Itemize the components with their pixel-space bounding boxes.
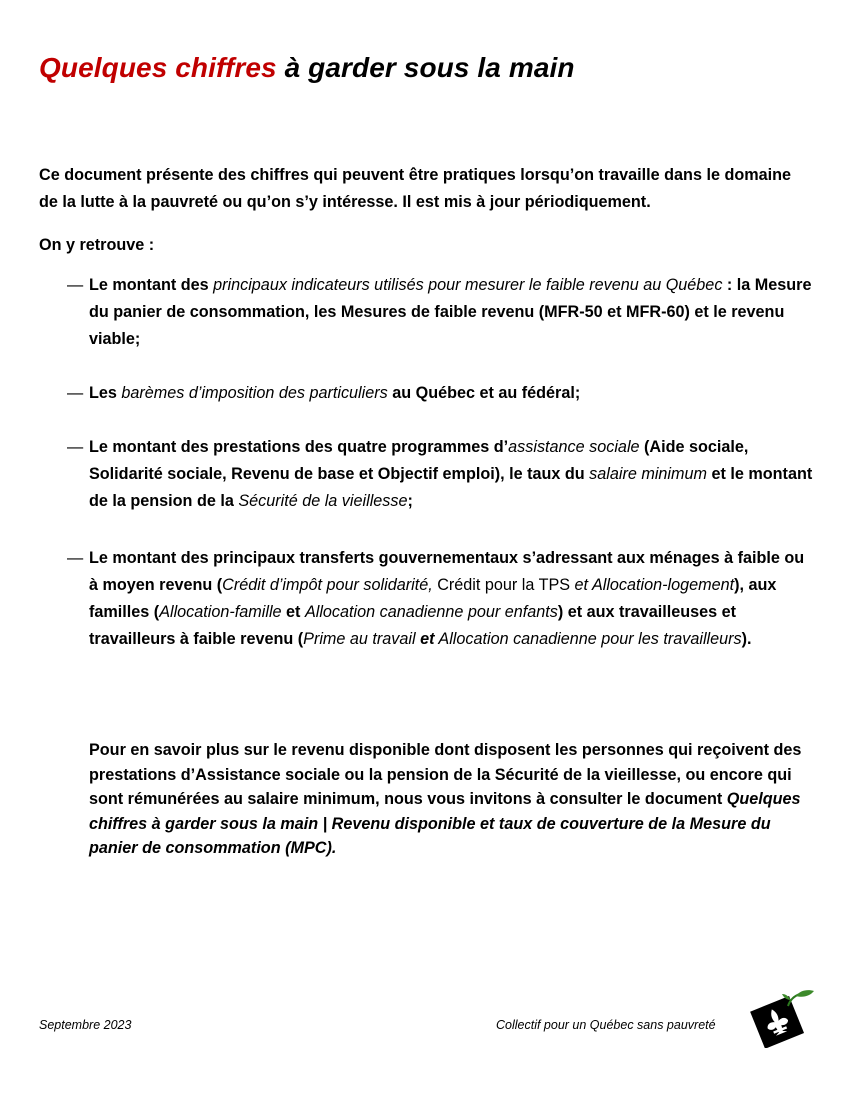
- list-item-tax-scales: — Les barèmes d’imposition des particuliers au Québec et au fédéral;: [89, 380, 814, 407]
- intro-paragraph: [39, 162, 799, 216]
- title-rest: à garder sous la main: [276, 52, 575, 83]
- dash-marker: —: [67, 384, 84, 402]
- title-accent: Quelques chiffres: [39, 52, 277, 83]
- intro-text: Ce document présente des chiffres qui peuvent être pratiques lorsqu’on travaille dans le domaine de la lutte à la pauvreté ou qu’on s’y intéresse. Il est mis à jour périodiquement.: [39, 166, 792, 211]
- info-note: [89, 738, 809, 861]
- note-document-title: Quelques chiffres à garder sous la main | Revenu disponible et taux de couverture de la Mesure du panier de consommation (MPC).: [89, 790, 801, 857]
- footer-date: Septembre 2023: [39, 1018, 132, 1032]
- dash-marker: —: [67, 438, 84, 456]
- list-item-transfers: — Le montant des principaux transferts gouvernementaux s’adressant aux ménages à faible ou à moyen revenu (Crédit d’impôt pour solidarité, Crédit pour la TPS et Allocation-logement), aux familles (Allocation-famille et Allocation canadienne pour enfants) et aux travailleuses et travailleurs à faible revenu (Prime au travail et Allocation canadienne pour les travailleurs).: [89, 545, 814, 653]
- fleur-de-lis-sprout-logo: [744, 988, 816, 1048]
- dash-marker: —: [67, 276, 84, 294]
- list-lead: On y retrouve :: [39, 236, 155, 254]
- dash-marker: —: [67, 549, 84, 567]
- list-item-indicators: — Le montant des principaux indicateurs utilisés pour mesurer le faible revenu au Québec : la Mesure du panier de consommation, les Mesures de faible revenu (MFR-50 et MFR-60) et le revenu viable;: [89, 272, 814, 353]
- footer-organization: Collectif pour un Québec sans pauvreté: [496, 1018, 716, 1032]
- note-text: Pour en savoir plus sur le revenu disponible dont disposent les personnes qui reçoivent des prestations d’Assistance sociale ou la pension de la Sécurité de la vieillesse, ou encore qui sont rémunérées au salaire minimum, nous vous invitons à consulter le document: [89, 741, 802, 808]
- page-title: [39, 52, 575, 84]
- list-item-social-assistance: — Le montant des prestations des quatre programmes d’assistance sociale (Aide sociale, Solidarité sociale, Revenu de base et Objectif emploi), le taux du salaire minimum et le montant de la pension de la Sécurité de la vieillesse;: [89, 434, 814, 515]
